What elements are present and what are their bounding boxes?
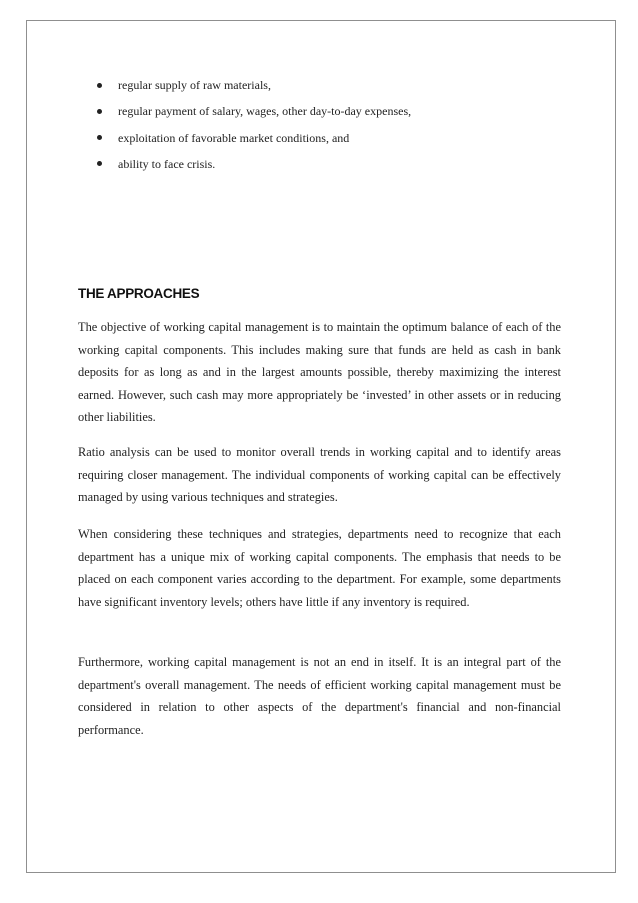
bullet-list xyxy=(97,72,411,177)
list-item xyxy=(97,151,411,177)
list-item xyxy=(97,125,411,151)
list-item-text: ability to face crisis. xyxy=(118,156,216,171)
bullet-icon xyxy=(97,83,102,88)
section-heading: THE APPROACHES xyxy=(78,286,200,301)
paragraph-ratio-analysis: Ratio analysis can be used to monitor overall trends in working capital and to identify areas requiring closer management. The individual components of working capital can be effectively managed by using various techniques and strategies. xyxy=(78,445,561,504)
bullet-icon xyxy=(97,109,102,114)
list-item-text: regular payment of salary, wages, other day-to-day expenses, xyxy=(118,104,412,119)
bullet-icon xyxy=(97,135,102,140)
list-item xyxy=(97,98,411,124)
paragraph-techniques: When considering these techniques and strategies, departments need to recognize that each department has a unique mix of working capital components. The emphasis that needs to be placed on each component varies according to the department. For example, some departments have significant inventory levels; others have little if any inventory is required. xyxy=(78,527,561,609)
list-item-text: exploitation of favorable market conditions, and xyxy=(118,130,350,145)
list-item-text: regular supply of raw materials, xyxy=(118,78,271,92)
bullet-icon xyxy=(97,161,102,166)
paragraph-furthermore: Furthermore, working capital management is not an end in itself. It is an integral part of the department's overall management. The needs of efficient working capital management must be considered in relation to other aspects of the department's financial and non-financial performance. xyxy=(78,655,561,737)
paragraph-objective: The objective of working capital management is to maintain the optimum balance of each of the working capital components. This includes making sure that funds are held as cash in bank deposits for as long as and in the largest amounts possible, thereby maximizing the interest earned. However, such cash may more appropriately be ‘invested’ in other assets or in reducing other liabilities. xyxy=(78,320,561,424)
list-item xyxy=(97,72,411,98)
